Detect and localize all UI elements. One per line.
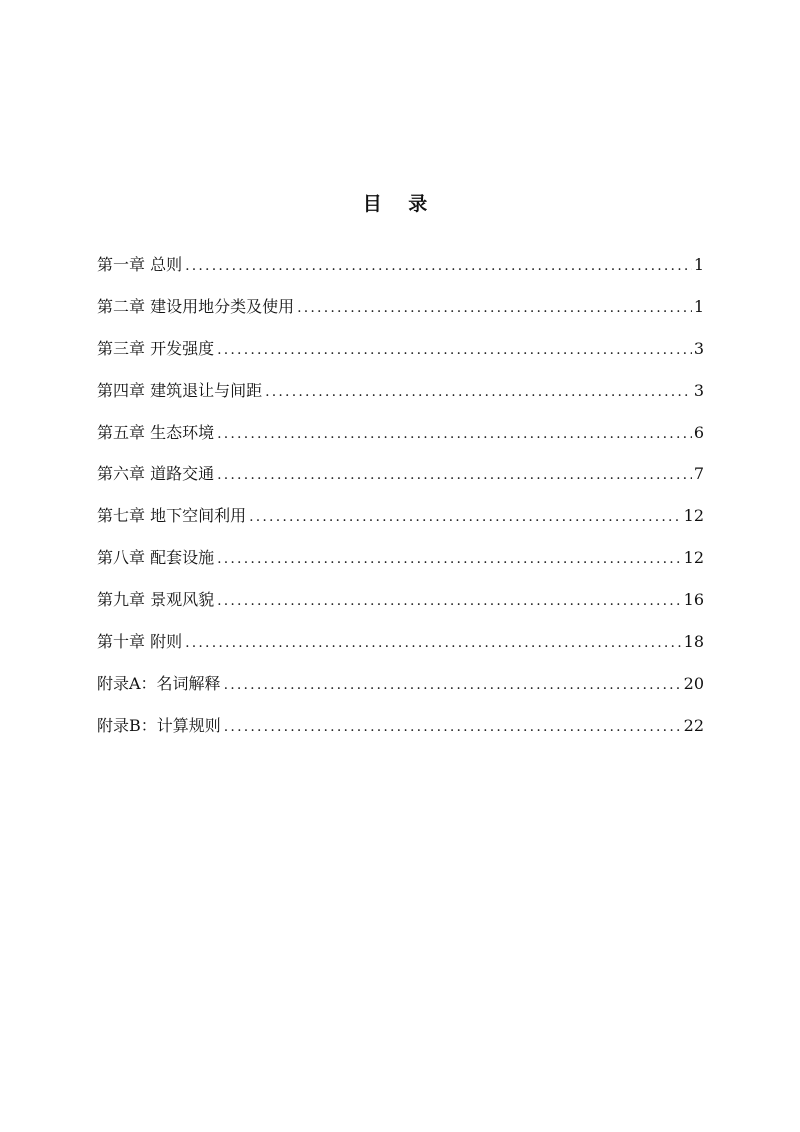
- toc-entry-page: 1: [693, 296, 704, 316]
- toc-entry-page: 20: [683, 673, 704, 693]
- toc-entry[interactable]: [97, 502, 704, 544]
- toc-entry[interactable]: [97, 419, 704, 461]
- toc-entry-label: 附录A：名词解释: [97, 673, 221, 693]
- toc-entry[interactable]: [97, 712, 704, 754]
- toc-dot-leader: [217, 545, 682, 573]
- toc-entry-page: 3: [693, 338, 704, 358]
- toc-title: 目 录: [362, 193, 438, 215]
- toc-entry-page: 7: [693, 464, 704, 484]
- toc-entry-page: 18: [683, 632, 704, 652]
- toc-dot-leader: [217, 336, 692, 364]
- toc-entry-label: 第七章 地下空间利用: [97, 506, 247, 526]
- toc-dot-leader: [224, 671, 682, 699]
- toc-entry-page: 3: [693, 380, 704, 400]
- toc-entry[interactable]: [97, 251, 704, 293]
- toc-entry-page: 12: [683, 506, 704, 526]
- toc-entry-label: 第五章 生态环境: [97, 422, 215, 442]
- toc-entry-label: 第十章 附则: [97, 632, 183, 652]
- toc-entry-label: 第一章 总则: [97, 255, 183, 274]
- toc-entry-page: 16: [683, 590, 704, 610]
- toc-dot-leader: [249, 503, 682, 531]
- toc-dot-leader: [217, 420, 692, 448]
- toc-dot-leader: [185, 629, 682, 657]
- toc-entry-label: 第二章 建设用地分类及使用: [97, 296, 295, 316]
- toc-entry-label: 第三章 开发强度: [97, 338, 215, 358]
- toc-entry-page: 6: [693, 422, 704, 442]
- toc-dot-leader: [217, 587, 682, 615]
- toc-entry-page: 22: [683, 715, 704, 735]
- toc-entry[interactable]: [97, 460, 704, 502]
- toc-entry[interactable]: [97, 377, 704, 419]
- toc-entry-page: 12: [683, 548, 704, 568]
- toc-entry[interactable]: [97, 586, 704, 628]
- toc-entry-label: 第九章 景观风貌: [97, 590, 215, 610]
- toc-entry[interactable]: [97, 628, 704, 670]
- toc-dot-leader: [217, 461, 692, 489]
- toc-entry-label: 第四章 建筑退让与间距: [97, 380, 263, 400]
- toc-entry-label: 第六章 道路交通: [97, 464, 215, 484]
- toc-entry[interactable]: [97, 544, 704, 586]
- toc-entry[interactable]: [97, 293, 704, 335]
- toc-list: [97, 251, 704, 754]
- toc-entry-label: 第八章 配套设施: [97, 548, 215, 568]
- toc-entry-label: 附录B：计算规则: [97, 715, 221, 735]
- toc-dot-leader: [265, 378, 692, 406]
- toc-dot-leader: [185, 252, 692, 280]
- toc-entry-page: 1: [693, 255, 704, 274]
- toc-dot-leader: [297, 294, 692, 322]
- toc-entry[interactable]: [97, 335, 704, 377]
- toc-dot-leader: [224, 713, 682, 741]
- toc-entry[interactable]: [97, 670, 704, 712]
